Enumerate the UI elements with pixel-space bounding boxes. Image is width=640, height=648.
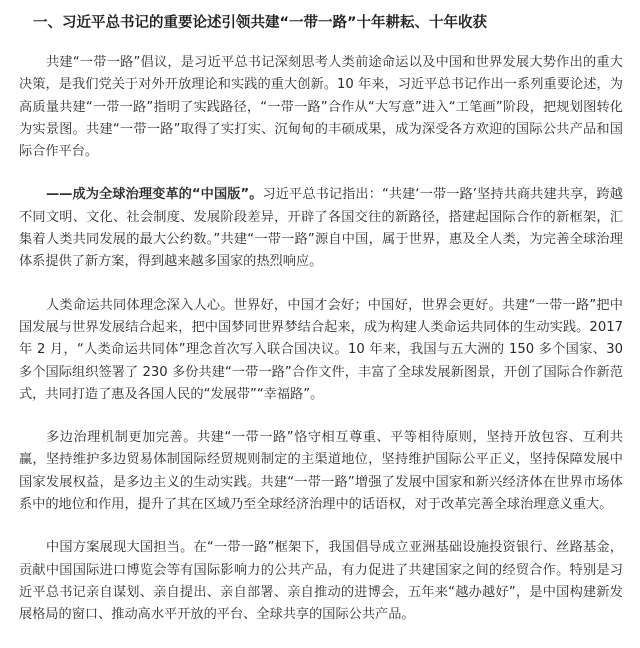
paragraph-china-solution [19,537,623,626]
paragraph-global-governance [19,184,623,273]
article-body [19,12,623,648]
paragraph-lead: ——成为全球治理变革的“中国版”。 [46,187,263,203]
paragraph-text: 共建“一带一路”倡议，是习近平总书记深刻思考人类前途命运以及中国和世界发展大势作出的重大决策，是我们党关于对外开放理论和实践的重大创新。10 年来，习近平总书记作出一系列重要论述，为高质量共建“一带一路”指明了实践路径，“一带一路”合作从“大写意”进入“工笔画”阶段，把规划图转化为实景图。共建“一带一路”取得了实打实、沉甸甸的丰硕成果，成为深受各方欢迎的国际公共产品和国际合作平台。 [19,55,623,160]
paragraph-multilateral [19,427,623,516]
paragraph-text: 习近平总书记指出：“共建‘一带一路’坚持共商共建共享，跨越不同文明、文化、社会制度、发展阶段差异，开辟了各国交往的新路径，搭建起国际合作的新框架，汇集着人类共同发展的最大公约数。”共建“一带一路”源自中国，属于世界，惠及全人类，为完善全球治理体系提供了新方案，得到越来越多国家的热烈响应。 [19,187,623,270]
paragraph-text: 多边治理机制更加完善。共建“一带一路”恪守相互尊重、平等相待原则，坚持开放包容、互利共赢，坚持维护多边贸易体制国际经贸规则制定的主渠道地位，坚持维护国际公平正义，坚持保障发展中国家发展权益，是多边主义的生动实践。共建“一带一路”增强了发展中国家和新兴经济体在世界市场体系中的地位和作用，提升了其在区域乃至全球经济治理中的话语权，对于改革完善全球治理意义重大。 [19,430,623,513]
paragraph-intro [19,52,623,163]
paragraph-shared-future [19,295,623,406]
paragraph-text: 中国方案展现大国担当。在“一带一路”框架下，我国倡导成立亚洲基础设施投资银行、丝路基金，贡献中国国际进口博览会等有国际影响力的公共产品，有力促进了共建国家之间的经贸合作。特别是习近平总书记亲自谋划、亲自提出、亲自部署、亲自推动的进博会，五年来“越办越好”，是中国构建新发展格局的窗口、推动高水平开放的平台、全球共享的国际公共产品。 [19,540,623,623]
section-heading: 一、习近平总书记的重要论述引领共建“一带一路”十年耕耘、十年收获 [33,15,488,31]
paragraph-text: 人类命运共同体理念深入人心。世界好，中国才会好；中国好，世界会更好。共建“一带一路”把中国发展与世界发展结合起来，把中国梦同世界梦结合起来，成为构建人类命运共同体的生动实践。2017 年 2 月，“人类命运共同体”理念首次写入联合国决议。10 年来，我国与五大洲的 150 多个国家、30 多个国际组织签署了 230 多份共建“一带一路”合作文件，丰富了全球发展新图景，开创了国际合作新范式，共同打造了惠及各国人民的“发展带”“幸福路”。 [19,297,623,402]
